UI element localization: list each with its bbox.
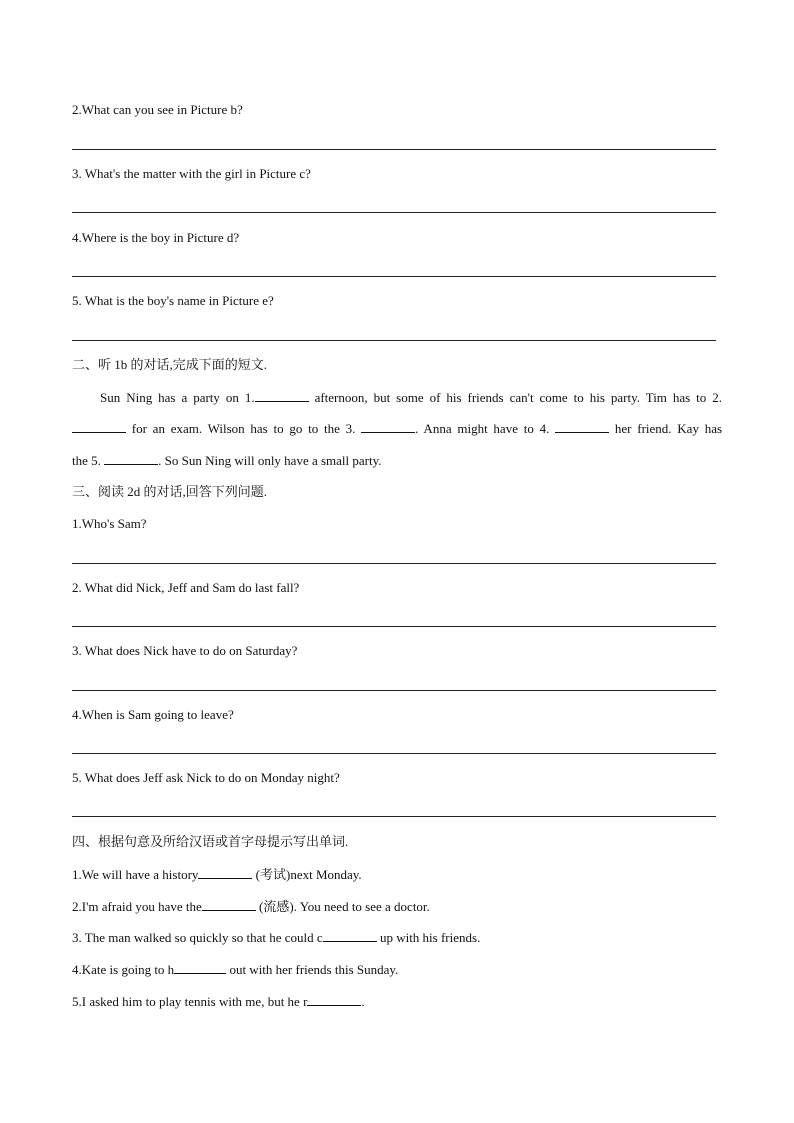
answer-line (72, 276, 716, 277)
blank-1[interactable] (255, 389, 309, 402)
section-2-heading: 二、听 1b 的对话,完成下面的短文. (72, 357, 268, 372)
question-1-4: 4.Where is the boy in Picture d? (72, 230, 240, 245)
blank-vocab-3[interactable] (323, 929, 377, 942)
answer-line (72, 626, 716, 627)
blank-4[interactable] (555, 420, 609, 433)
answer-line (72, 816, 716, 817)
blank-2[interactable] (72, 420, 126, 433)
item-text: out with her friends this Sunday. (226, 962, 399, 977)
passage-text: the 5. (72, 453, 101, 468)
passage-line-1 (72, 389, 722, 406)
answer-line (72, 690, 716, 691)
section-4-heading: 四、根据句意及所给汉语或首字母提示写出单词. (72, 834, 349, 849)
passage-text: . Anna might have to 4. (415, 421, 550, 436)
passage-text: for an exam. Wilson has to go to the 3. (131, 421, 356, 436)
item-text: 3. The man walked so quickly so that he could c (72, 930, 323, 945)
section-3-heading: 三、阅读 2d 的对话,回答下列问题. (72, 484, 268, 499)
vocab-item-2 (72, 898, 430, 915)
passage-line-2 (72, 420, 722, 437)
question-1-2: 2.What can you see in Picture b? (72, 102, 243, 117)
item-text: 1.We will have a history (72, 867, 199, 882)
passage-text: her friend. Kay has (614, 421, 723, 436)
vocab-item-5 (72, 993, 365, 1010)
item-text: up with his friends. (376, 930, 481, 945)
answer-line (72, 212, 716, 213)
answer-line (72, 563, 716, 564)
passage-text: afternoon, but some of his friends can't come to his party. Tim has to 2. (314, 390, 723, 405)
blank-vocab-2[interactable] (202, 898, 256, 911)
section-2-passage (72, 389, 722, 473)
item-text: 5.I asked him to play tennis with me, but he r (72, 994, 308, 1009)
passage-line-3 (72, 452, 382, 469)
item-text: 2.I'm afraid you have the (72, 899, 202, 914)
item-text: (流感). You need to see a doctor. (255, 899, 430, 914)
answer-line (72, 149, 716, 150)
passage-text: . So Sun Ning will only have a small party. (158, 453, 382, 468)
blank-5[interactable] (104, 452, 158, 465)
question-1-3: 3. What's the matter with the girl in Picture c? (72, 166, 311, 181)
question-3-2: 2. What did Nick, Jeff and Sam do last fall? (72, 580, 300, 595)
passage-text: Sun Ning has a party on 1. (100, 390, 255, 405)
vocab-item-3 (72, 929, 480, 946)
blank-vocab-4[interactable] (174, 961, 226, 974)
question-3-3: 3. What does Nick have to do on Saturday? (72, 643, 298, 658)
question-3-5: 5. What does Jeff ask Nick to do on Monday night? (72, 770, 340, 785)
vocab-item-1 (72, 866, 362, 883)
question-3-1: 1.Who's Sam? (72, 516, 147, 531)
vocab-item-4 (72, 961, 398, 978)
blank-3[interactable] (361, 420, 415, 433)
blank-vocab-5[interactable] (307, 993, 361, 1006)
answer-line (72, 340, 716, 341)
item-text: 4.Kate is going to h (72, 962, 175, 977)
question-1-5: 5. What is the boy's name in Picture e? (72, 293, 274, 308)
blank-vocab-1[interactable] (198, 866, 252, 879)
question-3-4: 4.When is Sam going to leave? (72, 707, 234, 722)
item-text: (考试)next Monday. (252, 867, 362, 882)
item-text: . (361, 994, 365, 1009)
answer-line (72, 753, 716, 754)
